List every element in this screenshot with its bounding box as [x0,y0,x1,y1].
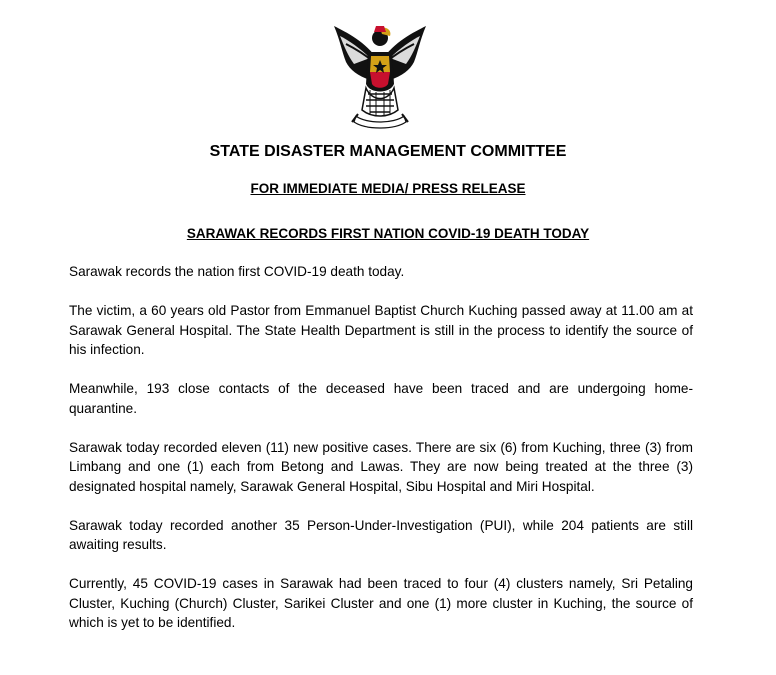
paragraph: The victim, a 60 years old Pastor from Emmanuel Baptist Church Kuching passed away at 11.00 am at Sarawak General Hospital. The State Health Department is still in the process to identify the source of his infection. [69,303,693,357]
page-title: STATE DISASTER MANAGEMENT COMMITTEE [209,143,567,160]
release-body [69,262,693,652]
paragraph: Sarawak today recorded eleven (11) new positive cases. There are six (6) from Kuching, three (3) from Limbang and one (1) each from Betong and Lawas. They are now being treated at the three (3) designated hospital namely, Sarawak General Hospital, Sibu Hospital and Miri Hospital. [69,439,693,494]
paragraph: Currently, 45 COVID-19 cases in Sarawak had been traced to four (4) clusters namely, Sri Petaling Cluster, Kuching (Church) Cluster, Sarikei Cluster and one (1) more cluster in Kuching, the source of which is yet to be identified. [69,576,693,630]
sarawak-state-crest-icon [330,22,430,132]
headline: SARAWAK RECORDS FIRST NATION COVID-19 DEATH TODAY [186,226,590,241]
paragraph: Sarawak records the nation first COVID-19 death today. [69,264,405,279]
paragraph: Meanwhile, 193 close contacts of the deceased have been traced and are undergoing home-quarantine. [69,381,693,416]
paragraph: Sarawak today recorded another 35 Person-Under-Investigation (PUI), while 204 patients are still awaiting results. [69,517,693,552]
release-subtitle: FOR IMMEDIATE MEDIA/ PRESS RELEASE [250,181,526,196]
